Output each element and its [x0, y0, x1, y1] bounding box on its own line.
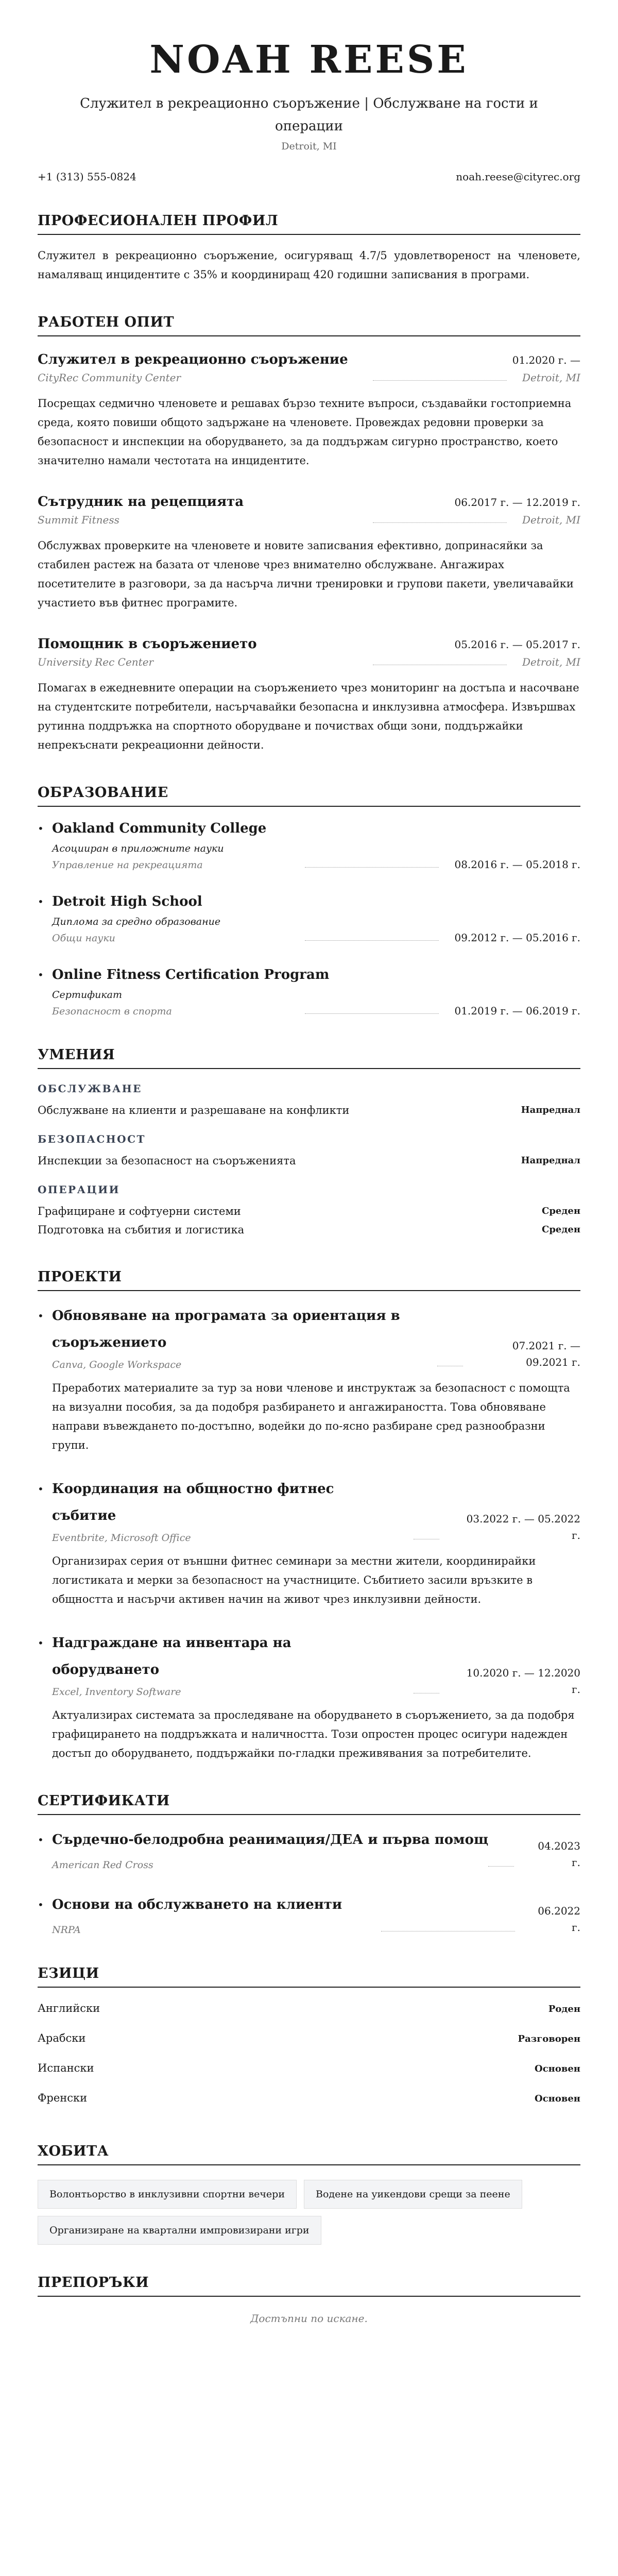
- job-header: [38, 494, 580, 510]
- language-level: Основен: [535, 2093, 580, 2104]
- degree: Сертификат: [52, 989, 122, 1001]
- job-entry: [38, 636, 580, 755]
- project-tools: Canva, Google Workspace: [52, 1359, 182, 1370]
- job-description: Обслужвах проверките на членовете и новите записвания ефективно, допринасяйки за стабилен растеж на базата от членове чрез внимателно обслужване. Ангажирах посетителите в разговори, за да насърча лични тренировки и групови пакети, увеличавайки участието във фитнес програмите.: [38, 539, 574, 609]
- hobby-chip: Волонтьорство в инклузивни спортни вечери: [38, 2180, 297, 2209]
- job-entry: [38, 494, 580, 613]
- degree: Асоцииран в приложните науки: [52, 842, 224, 854]
- skill-name: Подготовка на събития и логистика: [38, 1223, 245, 1236]
- job-meta: [38, 656, 580, 668]
- job-location: Detroit, MI: [522, 371, 580, 384]
- section-title: ПРОФЕСИОНАЛЕН ПРОФИЛ: [38, 213, 580, 235]
- language-name: Испански: [38, 2061, 94, 2074]
- education-entry: [38, 964, 580, 1017]
- education-meta: [52, 858, 580, 871]
- bullet-icon: •: [38, 1898, 44, 1911]
- education-entry: [38, 891, 580, 944]
- certificate-date: 06.2022 г.: [538, 1904, 580, 1934]
- job-title: Служител в рекреационно съоръжение: [38, 351, 348, 367]
- section-title: УМЕНИЯ: [38, 1047, 580, 1069]
- education-meta: [52, 1005, 580, 1017]
- job-entry: [38, 352, 580, 470]
- field-of-study: Управление на рекреацията: [52, 859, 203, 871]
- skill-level: Среден: [542, 1224, 580, 1235]
- job-title: Помощник в съоръжението: [38, 636, 257, 652]
- language-level: Роден: [548, 2003, 580, 2014]
- contact-row: [38, 171, 580, 183]
- certificate-main: [52, 1826, 488, 1871]
- project-title: Надграждане на инвентара на оборудването: [52, 1635, 291, 1677]
- hobby-chip: Организиране на квартални импровизирани игри: [38, 2216, 321, 2245]
- field-of-study: Безопасност в спорта: [52, 1005, 172, 1017]
- project-main: [52, 1630, 414, 1698]
- project-header: [52, 1630, 580, 1698]
- language-name: Френски: [38, 2091, 88, 2104]
- section-title: ХОБИТА: [38, 2143, 580, 2165]
- education-dates: 01.2019 г. — 06.2019 г.: [454, 1004, 580, 1017]
- dotted-leader: [373, 380, 507, 381]
- project-description: Преработих материалите за тур за нови членове и инструктаж за безопасност с помощта на визуални пособия, за да подобря разбирането и ангажираността. Това обновяване направи въвеждането по-достъпно, водейки до по-ясно разбиране сред разнообразни групи.: [52, 1381, 570, 1451]
- bullet-icon: •: [38, 1636, 44, 1649]
- education-dates: 09.2012 г. — 05.2016 г.: [454, 931, 580, 944]
- certificate-header: [52, 1826, 580, 1871]
- projects-section: [38, 1269, 580, 1763]
- certificate-header: [52, 1891, 580, 1936]
- references-section: [38, 2275, 580, 2325]
- project-entry: [38, 1630, 580, 1763]
- job-dates: 06.2017 г. — 12.2019 г.: [454, 496, 580, 509]
- degree: Диплома за средно образование: [52, 916, 221, 927]
- references-text: Достъпни по искане.: [250, 2312, 368, 2325]
- certificate-issuer: American Red Cross: [52, 1859, 153, 1871]
- language-level: Разговорен: [518, 2033, 580, 2044]
- school-name: Detroit High School: [52, 893, 202, 909]
- certificate-title: Основи на обслужването на клиенти: [52, 1896, 342, 1912]
- hobbies-section: [38, 2143, 580, 2245]
- certificate-issuer: NRPA: [52, 1924, 81, 1936]
- language-name: Английски: [38, 2002, 100, 2014]
- profile-text: Служител в рекреационно съоръжение, осигуряващ 4.7/5 удовлетвореност на членовете, намаляващ инцидентите с 35% и координиращ 420 годишни записвания в програми.: [38, 249, 580, 281]
- candidate-subtitle: Служител в рекреационно съоръжение | Обслужване на гости и операции: [80, 95, 538, 134]
- language-row: [38, 2054, 580, 2083]
- certificate-title: Сърдечно-белодробна реанимация/ДЕА и първа помощ: [52, 1832, 489, 1848]
- education-section: [38, 785, 580, 1017]
- dotted-leader: [488, 1866, 514, 1867]
- bullet-icon: •: [38, 1482, 44, 1495]
- email-address[interactable]: noah.reese@cityrec.org: [456, 170, 580, 183]
- field-of-study: Общи науки: [52, 932, 115, 944]
- project-entry: [38, 1476, 580, 1609]
- candidate-location: Detroit, MI: [281, 140, 337, 152]
- school-name: Online Fitness Certification Program: [52, 967, 330, 982]
- candidate-name: NOAH REESE: [149, 38, 469, 82]
- bullet-icon: •: [38, 1833, 44, 1846]
- job-dates: 01.2020 г. —: [512, 353, 580, 366]
- experience-section: [38, 314, 580, 755]
- phone-number: +1 (313) 555-0824: [38, 170, 136, 183]
- project-title: Координация на общностно фитнес събитие: [52, 1481, 334, 1523]
- skill-name: Обслужване на клиенти и разрешаване на конфликти: [38, 1104, 350, 1116]
- project-tools: Eventbrite, Microsoft Office: [52, 1532, 191, 1544]
- job-meta: [38, 514, 580, 526]
- skill-level: Напреднал: [521, 1155, 580, 1166]
- job-meta: [38, 371, 580, 384]
- company-name: University Rec Center: [38, 655, 154, 668]
- skill-category-title: ОПЕРАЦИИ: [38, 1183, 120, 1196]
- education-dates: 08.2016 г. — 05.2018 г.: [454, 858, 580, 871]
- certificate-main: [52, 1891, 381, 1936]
- section-title: ПРЕПОРЪКИ: [38, 2275, 580, 2297]
- section-title: РАБОТЕН ОПИТ: [38, 314, 580, 336]
- project-tools: Excel, Inventory Software: [52, 1686, 181, 1698]
- project-header: [52, 1476, 580, 1544]
- language-row: [38, 1994, 580, 2024]
- project-main: [52, 1476, 414, 1544]
- skill-name: Графициране и софтуерни системи: [38, 1205, 241, 1217]
- section-title: ПРОЕКТИ: [38, 1269, 580, 1291]
- languages-section: [38, 1965, 580, 2113]
- section-title: СЕРТИФИКАТИ: [38, 1793, 580, 1815]
- skill-level: Напреднал: [521, 1104, 580, 1115]
- project-header: [52, 1302, 580, 1370]
- company-name: CityRec Community Center: [38, 371, 181, 384]
- skill-level: Среден: [542, 1205, 580, 1216]
- school-name: Oakland Community College: [52, 820, 267, 836]
- job-description: Помагах в ежедневните операции на съоръжението чрез мониторинг на достъпа и насочване на студентските потребители, насърчавайки безопасна и инклузивна атмосфера. Извършвах рутинна поддръжка на спортното оборудване и почиствах общи зони, поддържайки непрекъснати рекреационни дейности.: [38, 681, 579, 751]
- project-title: Обновяване на програмата за ориентация в съоръжението: [52, 1308, 400, 1350]
- hobby-chip: Водене на уикендови срещи за пеене: [304, 2180, 522, 2209]
- certificate-date: 04.2023 г.: [538, 1839, 580, 1869]
- certificate-entry: [38, 1891, 580, 1936]
- project-description: Организирах серия от външни фитнес семинари за местни жители, координирайки логистиката и мерки за безопасност на участниците. Събитието засили връзките в общността и насърчи активен начин на живот чрез инклузивни дейности.: [52, 1554, 536, 1605]
- profile-section: [38, 213, 580, 284]
- job-location: Detroit, MI: [522, 513, 580, 526]
- language-level: Основен: [535, 2063, 580, 2074]
- company-name: Summit Fitness: [38, 513, 119, 526]
- skill-row: [38, 1221, 580, 1239]
- job-location: Detroit, MI: [522, 655, 580, 668]
- job-header: [38, 352, 580, 367]
- project-dates: 07.2021 г. — 09.2021 г.: [512, 1339, 580, 1368]
- language-row: [38, 2024, 580, 2054]
- skill-name: Инспекции за безопасност на съоръженията: [38, 1154, 296, 1167]
- project-dates: 10.2020 г. — 12.2020 г.: [466, 1666, 580, 1696]
- dotted-leader: [305, 940, 439, 941]
- skill-row: [38, 1101, 580, 1120]
- language-name: Арабски: [38, 2031, 86, 2044]
- bullet-icon: •: [38, 1309, 44, 1322]
- education-entry: [38, 818, 580, 871]
- skill-row: [38, 1202, 580, 1221]
- project-main: [52, 1302, 423, 1370]
- project-description: Актуализирах системата за проследяване на оборудването в съоръжението, за да подобря графицирането на поддръжката и наличността. Този опростен процес осигури надежден достъп до оборудването, поддържайки по-гладки преживявания за потребителите.: [52, 1708, 575, 1759]
- job-dates: 05.2016 г. — 05.2017 г.: [454, 638, 580, 651]
- certificate-entry: [38, 1826, 580, 1871]
- section-title: ЕЗИЦИ: [38, 1965, 580, 1988]
- project-entry: [38, 1302, 580, 1455]
- skill-row: [38, 1151, 580, 1170]
- certificates-section: [38, 1793, 580, 1936]
- bullet-icon: •: [38, 968, 44, 981]
- job-description: Посрещах седмично членовете и решавах бързо техните въпроси, създавайки гостоприемна среда, която повиши общото задържане на членовете. Провеждах редовни проверки за безопасност и инспекции на оборудването, за да поддържам сигурно пространство, което значително намали честотата на инцидентите.: [38, 397, 572, 467]
- project-dates: 03.2022 г. — 05.2022 г.: [466, 1512, 580, 1541]
- skills-section: [38, 1047, 580, 1239]
- dotted-leader: [373, 522, 507, 523]
- resume-header: [38, 34, 580, 183]
- bullet-icon: •: [38, 895, 44, 908]
- job-title: Сътрудник на рецепцията: [38, 494, 244, 510]
- job-header: [38, 636, 580, 652]
- bullet-icon: •: [38, 822, 44, 835]
- education-meta: [52, 931, 580, 944]
- language-row: [38, 2083, 580, 2113]
- section-title: ОБРАЗОВАНИЕ: [38, 785, 580, 807]
- dotted-leader: [305, 867, 439, 868]
- dotted-leader: [305, 1013, 439, 1014]
- skill-category-title: ОБСЛУЖВАНЕ: [38, 1082, 142, 1095]
- skill-category-title: БЕЗОПАСНОСТ: [38, 1132, 146, 1145]
